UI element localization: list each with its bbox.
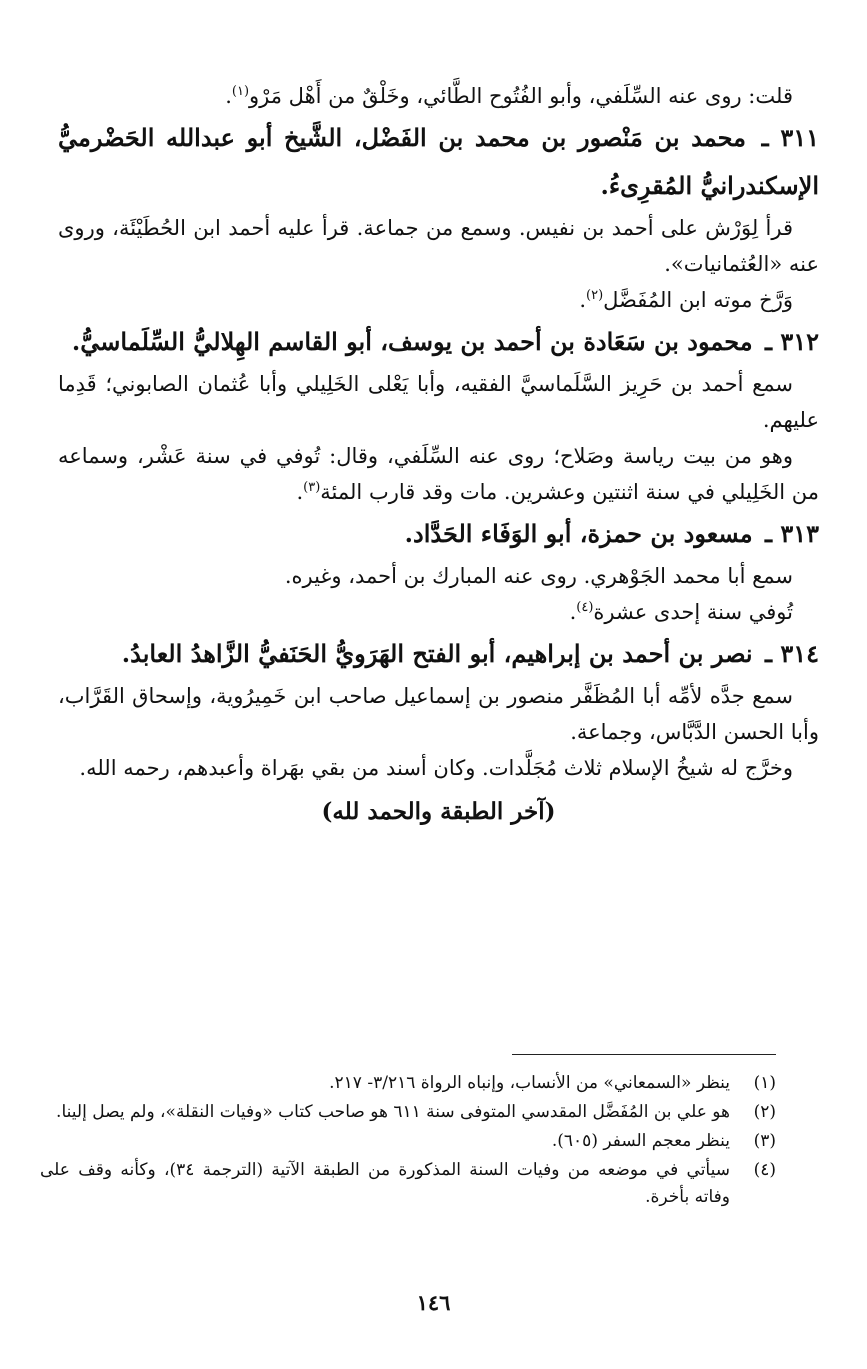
- entry-311-paragraph-1: قرأ لِوَرْش على أحمد بن نفيس. وسمع من جماعة. قرأ عليه أحمد ابن الحُطَيْئَة، وروى عنه «العُثمانيات».: [58, 216, 819, 276]
- footnote-ref-1[interactable]: (١): [231, 84, 250, 99]
- footnote-text: ينظر معجم السفر (٦٠٥).: [551, 1131, 730, 1151]
- entry-312-title: محمود بن سَعَادة بن أحمد بن يوسف، أبو القاسم الهِلاليُّ السِّلَماسيُّ.: [71, 327, 753, 356]
- entry-314-title: نصر بن أحمد بن إبراهيم، أبو الفتح الهَرَويُّ الحَنَفيُّ الزَّاهدُ العابدُ.: [121, 639, 753, 668]
- entry-314-heading: [58, 630, 819, 678]
- entry-311-paragraph-2: وَرَّخ موته ابن المُفَضَّل$^{(٢)}$.: [579, 288, 793, 312]
- footnote-1: [40, 1070, 776, 1097]
- entry-311-number: ٣١١ ـ: [761, 123, 819, 152]
- footnote-3: [40, 1128, 776, 1155]
- entry-312-paragraph-1: سمع أحمد بن حَرِيز السَّلَماسيَّ الفقيه، وأبا يَعْلى الخَلِيلي وأبا عُثمان الصابوني؛ قَدِما عليهم.: [58, 372, 819, 432]
- entry-314-paragraph-1: سمع جدَّه لأمِّه أبا المُظَفَّر منصور بن إسماعيل صاحب ابن خَمِيرُوية، وإسحاق القَرَّاب، وأبا الحسن الدَّبَّاس، وجماعة.: [58, 684, 819, 744]
- entry-312-number: ٣١٢ ـ: [764, 327, 819, 356]
- footnote-4: [40, 1157, 776, 1211]
- entry-311-paragraph-2-text: وَرَّخ موته ابن المُفَضَّل: [603, 288, 793, 312]
- footnote-number: (٤): [753, 1160, 776, 1180]
- footnote-ref-3[interactable]: (٣): [303, 480, 321, 495]
- closing-line: (آخر الطبقة والحمد لله): [321, 798, 556, 825]
- entry-312-heading: [58, 318, 819, 366]
- intro-text: قلت: روى عنه السِّلَفي، وأبو الفُتُوح الطَّائي، وخَلْقٌ من أَهْل مَرْو: [249, 84, 793, 108]
- intro-paragraph: قلت: روى عنه السِّلَفي، وأبو الفُتُوح الطَّائي، وخَلْقٌ من أَهْل مَرْو$^{(١)}$.: [225, 84, 793, 108]
- footnote-text: هو علي بن المُفَضَّل المقدسي المتوفى سنة ٦١١ هو صاحب كتاب «وفيات النقلة»، ولم يصل إلينا.: [56, 1102, 730, 1122]
- entry-313-paragraph-2-text: تُوفي سنة إحدى عشرة: [593, 600, 793, 624]
- entry-313-title: مسعود بن حمزة، أبو الوَفَاء الحَدَّاد.: [404, 519, 753, 548]
- entry-314-number: ٣١٤ ـ: [764, 639, 819, 668]
- entry-313-heading: [58, 510, 819, 558]
- footnotes-section: [40, 1070, 776, 1213]
- entry-312-paragraph-2-text: وهو من بيت رياسة وصَلاح؛ روى عنه السِّلَفي، وقال: تُوفي في سنة عَشْر، وسماعه من الخَلِيلي في سنة اثنتين وعشرين. مات وقد قارب المئة: [58, 444, 819, 504]
- entry-311-title: محمد بن مَنْصور بن محمد بن الفَضْل، الشَّيخ أبو عبدالله الحَضْرميُّ الإسكندرانيُّ المُقرِىءُ.: [58, 123, 819, 200]
- entry-313-paragraph-1: سمع أبا محمد الجَوْهري. روى عنه المبارك بن أحمد، وغيره.: [284, 564, 793, 588]
- footnote-number: (١): [753, 1073, 776, 1093]
- footnote-ref-4[interactable]: (٤): [576, 600, 594, 615]
- page-number: ١٤٦: [416, 1290, 451, 1315]
- entry-311-heading: [58, 114, 819, 210]
- footnote-2: [40, 1099, 776, 1126]
- footnote-text: ينظر «السمعاني» من الأنساب، وإنباه الرواة ٣/٢١٦- ٢١٧.: [329, 1073, 730, 1093]
- entry-313-number: ٣١٣ ـ: [764, 519, 819, 548]
- footnote-number: (٣): [753, 1131, 776, 1151]
- footnote-text: سيأتي في موضعه من وفيات السنة المذكورة من الطبقة الآتية (الترجمة ٣٤)، وكأنه وقف على وفاته بأخرة.: [40, 1160, 730, 1207]
- footnote-divider: [512, 1054, 776, 1055]
- entry-313-paragraph-2: تُوفي سنة إحدى عشرة$^{(٤)}$.: [569, 600, 793, 624]
- footnote-number: (٢): [753, 1102, 776, 1122]
- main-text: [58, 78, 819, 832]
- entry-314-paragraph-2: وخرَّج له شيخُ الإسلام ثلاث مُجَلَّدات. وكان أسند من بقي بهَراة وأعبدهم، رحمه الله.: [79, 756, 793, 780]
- entry-312-paragraph-2: وهو من بيت رياسة وصَلاح؛ روى عنه السِّلَفي، وقال: تُوفي في سنة عَشْر، وسماعه من الخَلِيلي في سنة اثنتين وعشرين. مات وقد قارب المئة$^{(٣)}$.: [58, 444, 819, 504]
- footnote-ref-2[interactable]: (٢): [586, 288, 604, 303]
